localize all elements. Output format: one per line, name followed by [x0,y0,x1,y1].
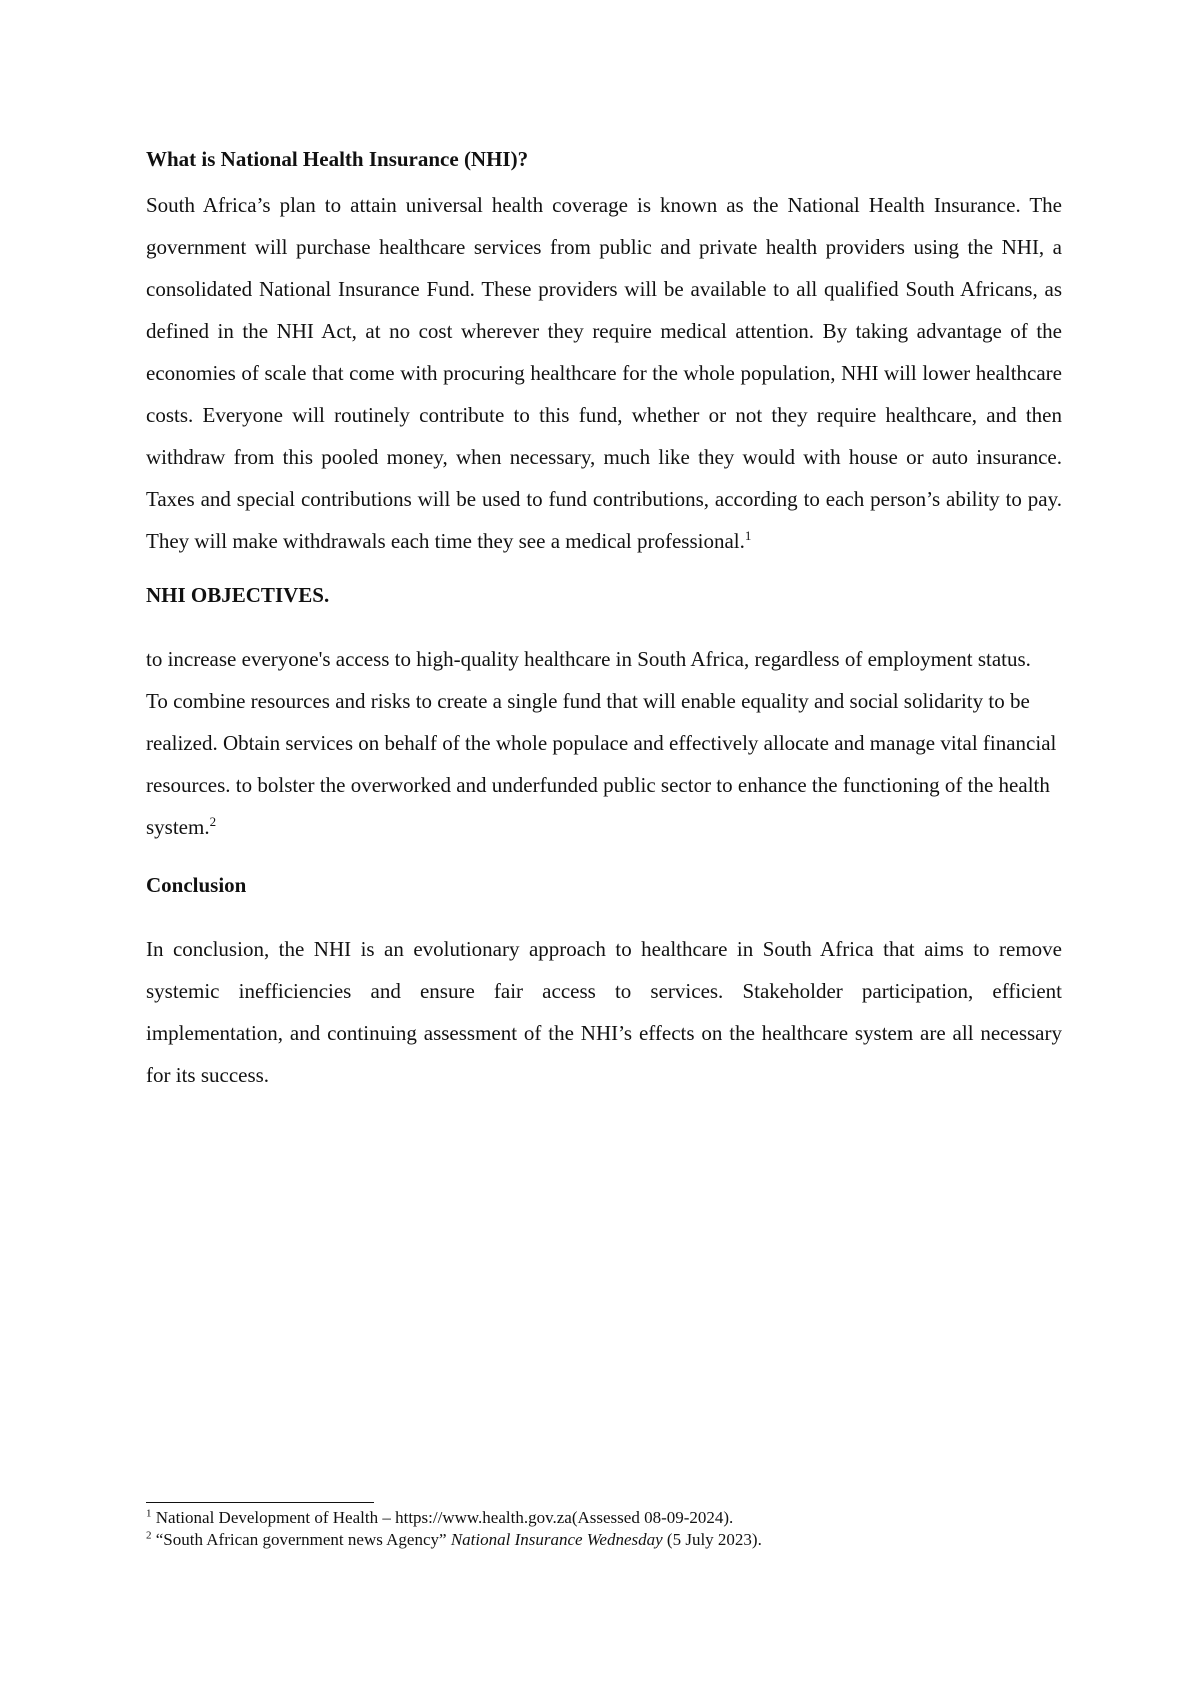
nhi-definition-paragraph [146,184,1062,562]
footnote-1 [146,1507,1062,1529]
section-heading-objectives: NHI OBJECTIVES. [146,583,330,607]
footnote-separator [146,1502,374,1503]
footnote-2-suffix: (5 July 2023). [662,1530,762,1549]
objectives-text: To combine resources and risks to create a single fund that will enable equality and social solidarity to be realized. Obtain services on behalf of the whole populace and effectively allocate and manage vital financial resources. to bolster the overworked and underfunded public sector to enhance the functioning of the health system. [146,689,1057,839]
footnote-1-number: 1 [146,1507,152,1520]
objectives-paragraph-1: to increase everyone's access to high-quality healthcare in South Africa, regardless of employment status. [146,647,1031,671]
footnote-2 [146,1529,1062,1551]
section-heading-nhi: What is National Health Insurance (NHI)? [146,147,529,171]
footnote-ref-2: 2 [209,814,217,829]
footnote-2-title: National Insurance Wednesday [450,1530,663,1549]
document-body [146,144,1062,1096]
footnote-ref-1: 1 [744,528,752,543]
footnotes [146,1502,1062,1551]
section-heading-conclusion: Conclusion [146,873,247,897]
footnote-2-number: 2 [146,1529,152,1542]
objectives-paragraph-2 [146,680,1062,848]
footnote-2-prefix: “South African government news Agency” [155,1530,451,1549]
footnote-1-text: National Development of Health – https://www.health.gov.za(Assessed 08-09-2024). [155,1508,734,1527]
conclusion-paragraph: In conclusion, the NHI is an evolutionary approach to healthcare in South Africa that aims to remove systemic inefficiencies and ensure fair access to services. Stakeholder participation, efficient implementation, and continuing assessment of the NHI’s effects on the healthcare system are all necessary for its success. [146,937,1062,1087]
nhi-definition-text: South Africa’s plan to attain universal health coverage is known as the National Health Insurance. The government will purchase healthcare services from public and private health providers using the NHI, a consolidated National Insurance Fund. These providers will be available to all qualified South Africans, as defined in the NHI Act, at no cost wherever they require medical attention. By taking advantage of the economies of scale that come with procuring healthcare for the whole population, NHI will lower healthcare costs. Everyone will routinely contribute to this fund, whether or not they require healthcare, and then withdraw from this pooled money, when necessary, much like they would with house or auto insurance. Taxes and special contributions will be used to fund contributions, according to each person’s ability to pay. They will make withdrawals each time they see a medical professional. [146,193,1062,553]
